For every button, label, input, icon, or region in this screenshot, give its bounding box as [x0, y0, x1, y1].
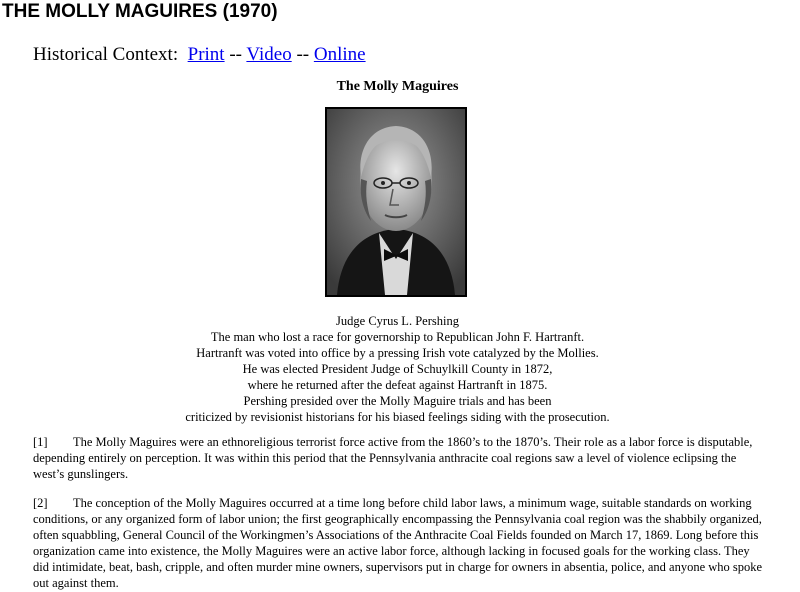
online-link[interactable]: Online [313, 44, 366, 65]
print-link[interactable]: Print [187, 44, 225, 65]
caption-line: Judge Cyrus L. Pershing [336, 314, 459, 328]
caption-line: where he returned after the defeat against Hartranft in 1875. [247, 378, 548, 392]
caption-line: Hartranft was voted into office by a pressing Irish vote catalyzed by the Mollies. [196, 346, 599, 360]
paragraph-text: The conception of the Molly Maguires occurred at a time long before child labor laws, a minimum wage, suitable standards on working conditions, or any organized form of labor union; the first geographically encompassing the Pennsylvania coal region was the shabbily organized, often squabbling, General Council of the Workingmen’s Associations of the Anthracite Coal Fields founded on March 17, 1869. Long before this organization came into existence, the Molly Maguires were an active labor force, although lacking in focused goals for the working class. They did intimidate, beat, bash, cripple, and often murder mine owners, supervisors put in charge for owners in absentia, police, and anyone who spoke out against them. [33, 496, 763, 590]
portrait-image [327, 109, 465, 295]
page-title: THE MOLLY MAGUIRES (1970) [2, 1, 278, 22]
paragraph-1 [33, 434, 763, 482]
context-label: Historical Context: [33, 44, 179, 65]
paragraph-number: [2] [33, 496, 48, 510]
caption-line: Pershing presided over the Molly Maguire trials and has been [243, 394, 552, 408]
caption-line: He was elected President Judge of Schuylkill County in 1872, [242, 362, 553, 376]
paragraph-2 [33, 495, 763, 591]
article-title: The Molly Maguires [336, 79, 459, 94]
portrait-photo [325, 107, 467, 297]
portrait-caption [0, 313, 795, 425]
historical-context-bar [33, 43, 366, 67]
paragraph-text: The Molly Maguires were an ethnoreligious terrorist force active from the 1860’s to the 1870’s. Their role as a labor force is disputable, depending entirely on perception. It was within this period that the Pennsylvania anthracite coal regions saw a level of violence eclipsing the west’s gunslingers. [33, 435, 753, 481]
video-link[interactable]: Video [246, 44, 292, 65]
caption-line: criticized by revisionist historians for his biased feelings siding with the prosecution. [185, 410, 610, 424]
caption-line: The man who lost a race for governorship to Republican John F. Hartranft. [210, 330, 585, 344]
paragraph-number: [1] [33, 435, 48, 449]
link-separator: -- [229, 44, 242, 65]
link-separator: -- [296, 44, 310, 65]
